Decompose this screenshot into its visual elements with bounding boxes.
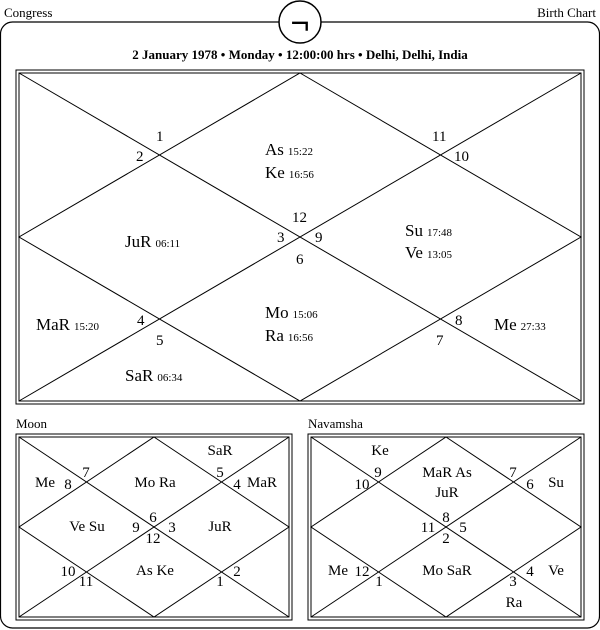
planet-label: Ke 16:56 (265, 163, 314, 182)
planet-label: Mo SaR (422, 563, 472, 579)
house-number: 2 (233, 564, 241, 580)
planet-label: JuR (435, 485, 459, 501)
planet-label: Me 27:33 (494, 315, 546, 334)
house-number: 11 (78, 574, 94, 590)
birth-details: 2 January 1978 • Monday • 12:00:00 hrs • Delhi, Delhi, India (132, 47, 468, 62)
planet-label: Ve (548, 563, 564, 579)
planet-label: Ra (505, 595, 523, 611)
house-number: 8 (442, 510, 450, 526)
house-number: 5 (216, 465, 224, 481)
house-number: 5 (156, 333, 164, 349)
planet-label: MaR 15:20 (36, 315, 100, 334)
house-number: 1 (156, 129, 164, 145)
header-chart-type: Birth Chart (537, 5, 596, 20)
house-number: 4 (526, 564, 534, 580)
planet-label: Su 17:48 (405, 221, 453, 240)
birth-chart (16, 70, 584, 404)
house-number: 3 (277, 230, 285, 246)
planet-label: MaR As (422, 465, 472, 481)
planet-label: MaR (247, 475, 277, 491)
house-number: 11 (420, 520, 436, 536)
house-number: 8 (64, 477, 72, 493)
house-number: 12 (292, 210, 307, 226)
planet-label: As 15:22 (265, 140, 313, 159)
house-number: 10 (454, 149, 469, 165)
house-number: 9 (374, 465, 382, 481)
planet-label: Ra 16:56 (265, 326, 313, 345)
planet-label: Ve 13:05 (405, 243, 453, 262)
house-number: 6 (526, 477, 534, 493)
house-number: 10 (354, 477, 370, 493)
house-number: 1 (216, 574, 224, 590)
house-number: 6 (149, 510, 157, 526)
house-number: 3 (168, 520, 176, 536)
house-number: 12 (145, 531, 161, 547)
navamsha-chart-title: Navamsha (308, 416, 363, 431)
planet-label: JuR 06:11 (125, 232, 181, 251)
planet-label: As Ke (136, 563, 174, 579)
navamsha-chart (308, 416, 584, 620)
header-party: Congress (4, 5, 53, 20)
planet-label: Mo 15:06 (265, 303, 318, 322)
house-number: 7 (82, 465, 90, 481)
moon-chart-title: Moon (16, 416, 48, 431)
house-number: 1 (375, 574, 383, 590)
planet-label: Me (328, 563, 348, 579)
house-number: 6 (296, 252, 304, 268)
house-number: 4 (137, 313, 145, 329)
house-number: 10 (60, 564, 76, 580)
house-number: 9 (132, 520, 140, 536)
house-number: 4 (233, 477, 241, 493)
house-number: 7 (509, 465, 517, 481)
planet-label: SaR (207, 443, 233, 459)
house-number: 2 (136, 149, 144, 165)
planet-label: Ke (371, 443, 389, 459)
moon-chart (16, 416, 292, 620)
planet-label: JuR (208, 519, 232, 535)
house-number: 11 (432, 129, 447, 145)
planet-label: SaR 06:34 (125, 366, 183, 385)
house-number: 3 (509, 574, 517, 590)
logo-icon: ¬ (290, 5, 310, 42)
planet-label: Ve Su (69, 519, 105, 535)
planet-label: Mo Ra (134, 475, 176, 491)
planet-label: Me (35, 475, 55, 491)
planet-label: Su (548, 475, 564, 491)
house-number: 5 (459, 520, 467, 536)
house-number: 9 (315, 230, 323, 246)
house-number: 8 (455, 313, 463, 329)
house-number: 12 (354, 564, 370, 580)
house-number: 7 (436, 333, 444, 349)
house-number: 2 (442, 531, 450, 547)
